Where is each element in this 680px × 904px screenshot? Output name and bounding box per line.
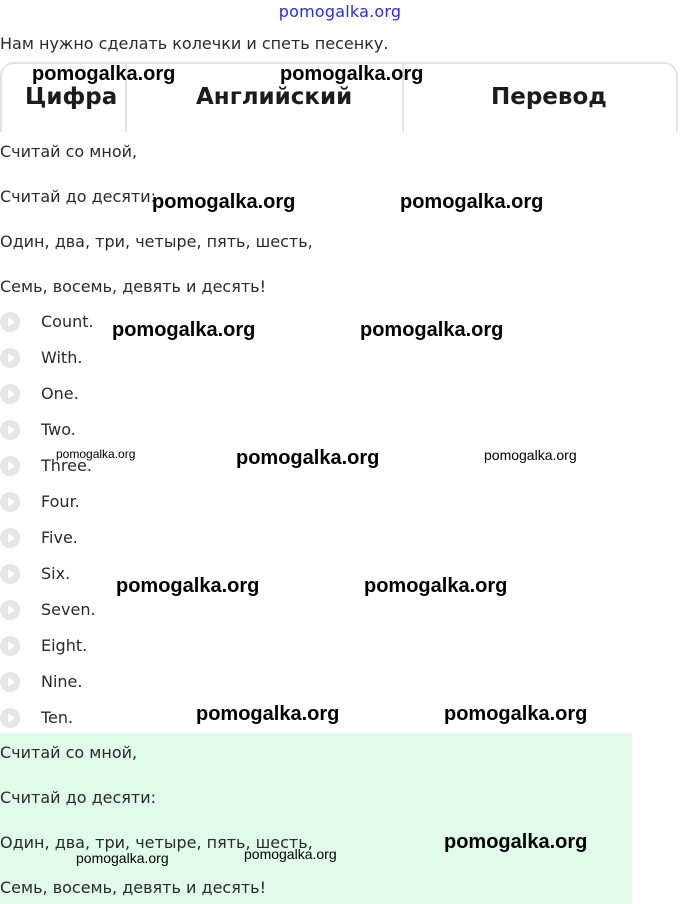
watermark: pomogalka.org [444,703,588,725]
word-label: One. [41,384,79,403]
watermark: pomogalka.org [116,575,260,597]
lyric-line: Считай со мной, [0,142,138,161]
watermark: pomogalka.org [76,850,169,866]
lyric-line: Считай до десяти: [0,187,157,206]
word-label: Four. [41,492,80,511]
watermark: pomogalka.org [32,63,176,85]
watermark: pomogalka.org [280,63,424,85]
intro-text: Нам нужно сделать колечки и спеть песенку. [0,34,389,53]
play-icon[interactable] [0,636,20,656]
watermark: pomogalka.org [56,447,136,461]
lyric-line: Один, два, три, четыре, пять, шесть, [0,833,313,852]
play-icon[interactable] [0,600,20,620]
column-header-translation: Перевод [491,84,607,110]
word-label: Count. [41,312,94,331]
watermark: pomogalka.org [152,191,296,213]
lyric-line: Семь, восемь, девять и десять! [0,878,266,897]
play-icon[interactable] [0,528,20,548]
column-header-digit: Цифра [25,84,118,110]
watermark: pomogalka.org [112,319,256,341]
play-icon[interactable] [0,708,20,728]
word-label: Five. [41,528,78,547]
play-icon[interactable] [0,348,20,368]
site-link[interactable]: pomogalka.org [278,2,402,21]
play-icon[interactable] [0,564,20,584]
play-icon[interactable] [0,492,20,512]
column-header-english: Английский [196,84,353,110]
watermark: pomogalka.org [196,703,340,725]
word-label: Ten. [41,708,74,727]
word-label: Eight. [41,636,88,655]
word-label: Six. [41,564,71,583]
watermark: pomogalka.org [444,831,588,853]
play-icon[interactable] [0,420,20,440]
lyric-line: Один, два, три, четыре, пять, шесть, [0,232,313,251]
watermark: pomogalka.org [360,319,504,341]
word-label: Seven. [41,600,96,619]
watermark: pomogalka.org [364,575,508,597]
lyric-line: Считай до десяти: [0,788,157,807]
play-icon[interactable] [0,672,20,692]
lyric-line: Считай со мной, [0,743,138,762]
word-label: Two. [41,420,76,439]
watermark: pomogalka.org [236,447,380,469]
watermark: pomogalka.org [244,846,337,862]
watermark: pomogalka.org [400,191,544,213]
watermark: pomogalka.org [484,447,577,463]
play-icon[interactable] [0,456,20,476]
lyric-line: Семь, восемь, девять и десять! [0,277,266,296]
play-icon[interactable] [0,384,20,404]
word-label: Three. [41,456,92,475]
word-label: Nine. [41,672,83,691]
word-label: With. [41,348,83,367]
play-icon[interactable] [0,312,20,332]
